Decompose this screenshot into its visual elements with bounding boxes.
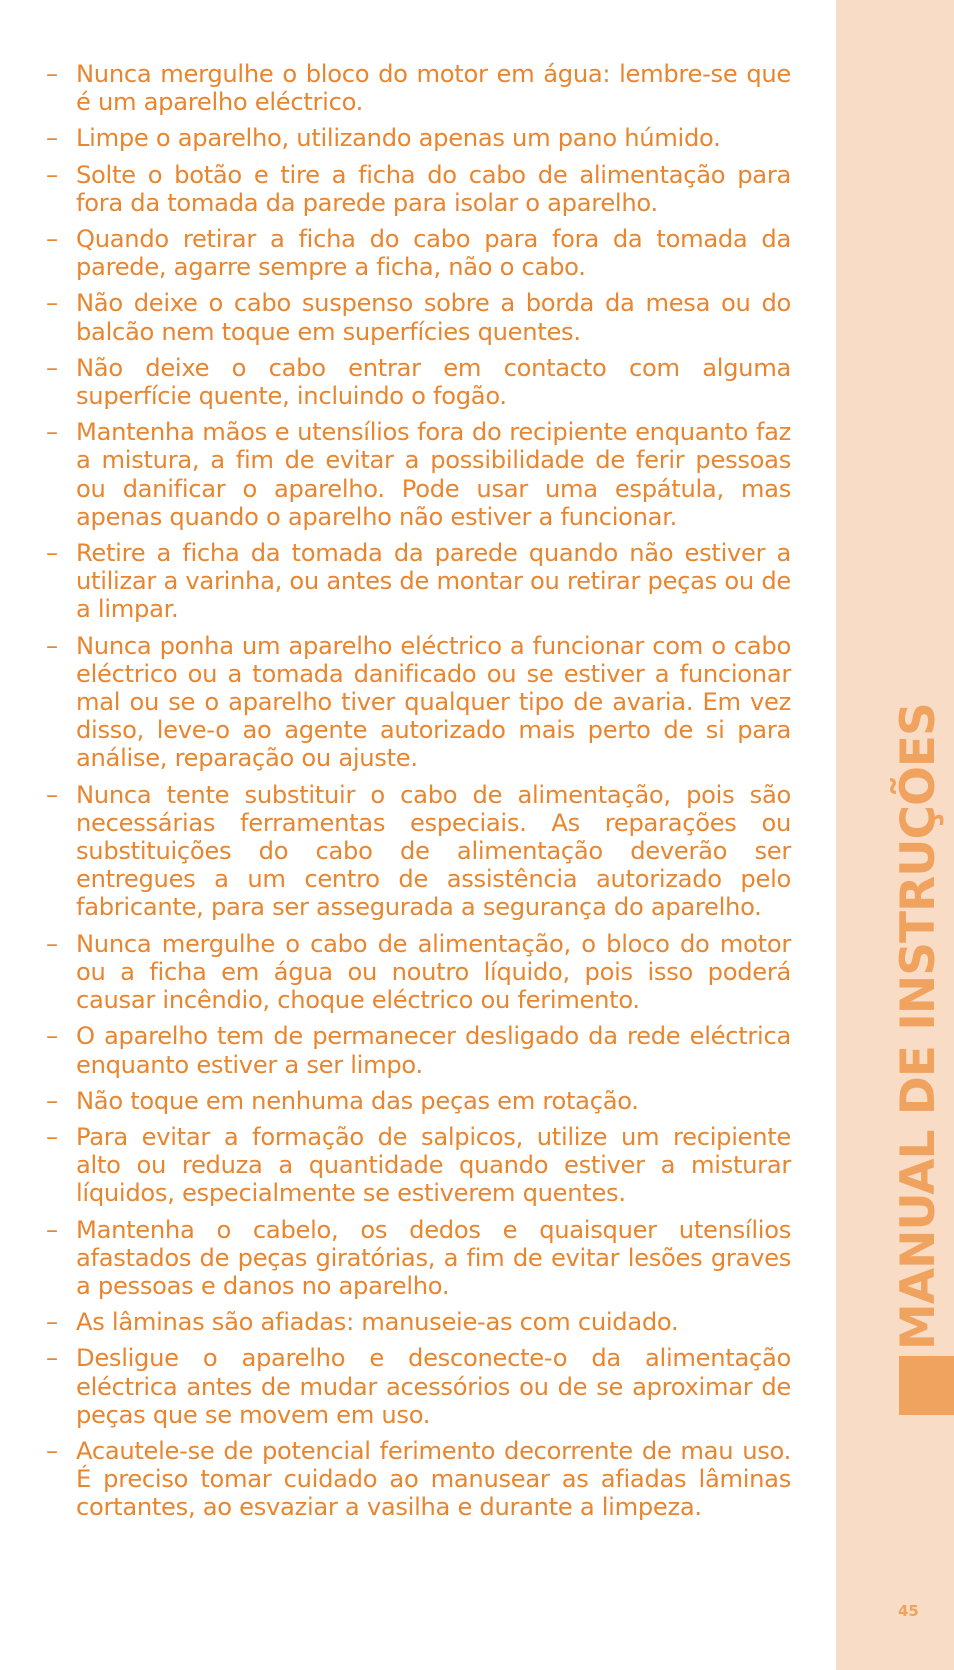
bullet-dash: – [46,418,58,447]
list-item [46,539,791,624]
list-item [46,354,791,410]
bullet-dash: – [46,539,58,568]
list-item [46,60,791,116]
list-item [46,1344,791,1429]
page-number: 45 [898,1602,919,1620]
list-item [46,225,791,281]
list-item-text: As lâminas são afiadas: manuseie-as com cuidado. [76,1308,679,1337]
bullet-dash: – [46,289,58,318]
list-item-text: Não deixe o cabo suspenso sobre a borda da mesa ou do balcão nem toque em superfícies quentes. [76,289,791,346]
list-item-text: Retire a ficha da tomada da parede quando não estiver a utilizar a varinha, ou antes de montar ou retirar peças ou de a limpar. [76,539,791,624]
bullet-dash: – [46,1122,58,1151]
list-item-text: Não toque em nenhuma das peças em rotação. [76,1086,639,1115]
list-item [46,930,791,1015]
list-item-text: Para evitar a formação de salpicos, utilize um recipiente alto ou reduza a quantidade quando estiver a misturar líquidos, especialmente se estiverem quentes. [76,1122,791,1208]
list-item-text: Nunca ponha um aparelho eléctrico a funcionar com o cabo eléctrico ou a tomada danificado ou se estiver a funcionar mal ou se o aparelho tiver qualquer tipo de avaria. Em vez disso, leve-o ao agente autorizado mais perto de si para análise, reparação ou ajuste. [76,631,791,773]
list-item [46,1308,791,1336]
list-item-text: Nunca tente substituir o cabo de alimentação, pois são necessárias ferramentas especiais. As reparações ou substituições do cabo de alimentação deverão ser entregues a um centro de assistência autorizado pelo fabricante, para ser assegurada a segurança do aparelho. [76,780,791,922]
list-item-text: Mantenha o cabelo, os dedos e quaisquer utensílios afastados de peças giratórias, a fim de evitar lesões graves a pessoas e danos no aparelho. [76,1215,791,1300]
list-item [46,124,791,152]
bullet-dash: – [46,780,58,809]
list-item [46,1216,791,1301]
list-item [46,1087,791,1115]
instruction-list [46,60,791,1530]
list-item [46,632,791,773]
bullet-dash: – [46,1436,58,1465]
bullet-dash: – [46,1086,58,1115]
list-item [46,289,791,345]
list-item [46,1123,791,1208]
bullet-dash: – [46,60,58,88]
list-item-text: Acautele-se de potencial ferimento decorrente de mau uso. É preciso tomar cuidado ao manusear as afiadas lâminas cortantes, ao esvaziar a vasilha e durante a limpeza. [76,1436,791,1522]
sidebar-title: MANUAL DE INSTRUÇÕES [891,703,946,1350]
list-item-text: Nunca mergulhe o bloco do motor em água: lembre-se que é um aparelho eléctrico. [76,60,791,117]
list-item [46,418,791,531]
bullet-dash: – [46,353,58,382]
sidebar [836,0,954,1670]
bullet-dash: – [46,160,58,189]
bullet-dash: – [46,1344,58,1373]
bullet-dash: – [46,1215,58,1244]
bullet-dash: – [46,124,58,153]
bullet-dash: – [46,929,58,958]
list-item-text: Desligue o aparelho e desconecte-o da alimentação eléctrica antes de mudar acessórios ou de se aproximar de peças que se movem em uso. [76,1344,791,1429]
list-item [46,781,791,922]
bullet-dash: – [46,1022,58,1051]
list-item-text: Solte o botão e tire a ficha do cabo de alimentação para fora da tomada da parede para isolar o aparelho. [76,160,791,217]
list-item-text: Quando retirar a ficha do cabo para fora da tomada da parede, agarre sempre a ficha, não o cabo. [76,225,791,282]
list-item-text: Limpe o aparelho, utilizando apenas um pano húmido. [76,124,721,153]
list-item [46,1022,791,1078]
list-item-text: Mantenha mãos e utensílios fora do recipiente enquanto faz a mistura, a fim de evitar a possibilidade de ferir pessoas ou danificar o aparelho. Pode usar uma espátula, mas apenas quando o aparelho não estiver a funcionar. [76,418,791,531]
list-item [46,161,791,217]
bullet-dash: – [46,1308,58,1337]
list-item-text: Não deixe o cabo entrar em contacto com alguma superfície quente, incluindo o fogão. [76,353,791,411]
list-item-text: O aparelho tem de permanecer desligado da rede eléctrica enquanto estiver a ser limpo. [76,1022,791,1079]
sidebar-accent-block [899,1356,954,1415]
list-item [46,1437,791,1522]
bullet-dash: – [46,631,58,660]
bullet-dash: – [46,225,58,254]
list-item-text: Nunca mergulhe o cabo de alimentação, o bloco do motor ou a ficha em água ou noutro líquido, pois isso poderá causar incêndio, choque eléctrico ou ferimento. [76,929,791,1015]
